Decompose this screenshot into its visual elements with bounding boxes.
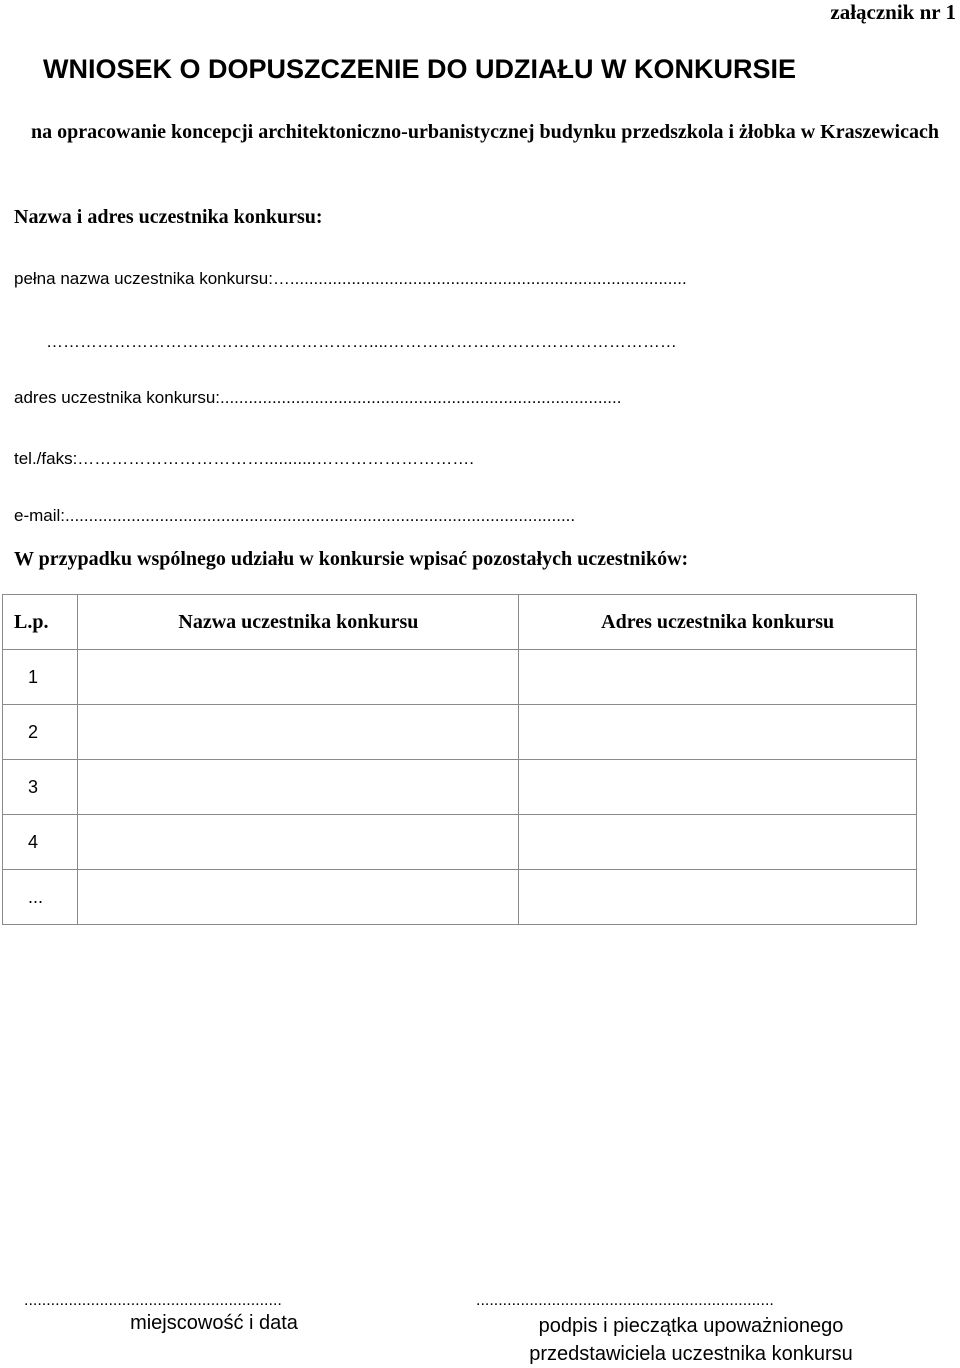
header-participant-address: Adres uczestnika konkursu [519,595,917,650]
participant-name-cell[interactable] [78,815,519,870]
table-row [3,705,917,760]
participant-address-cell[interactable] [519,815,917,870]
row-number: 3 [3,760,78,815]
header-lp: L.p. [3,595,78,650]
full-name-continuation-field[interactable]: …………………………………………………....…………………………………………… [46,332,677,351]
document-subtitle: na opracowanie koncepcji architektoniczno-urbanistycznej budynku przedszkola i żłobka w Kraszewicach [31,121,939,143]
annex-label: załącznik nr 1 [830,0,956,24]
participant-name-cell[interactable] [78,760,519,815]
address-field[interactable]: adres uczestnika konkursu:..................................................................................... [14,388,622,407]
table-row [3,650,917,705]
table-header-row [3,595,917,650]
table-row [3,870,917,925]
header-participant-name: Nazwa uczestnika konkursu [78,595,519,650]
participant-address-cell[interactable] [519,760,917,815]
participant-address-cell[interactable] [519,870,917,925]
row-number: 2 [3,705,78,760]
participants-table [2,594,917,925]
participant-section-heading: Nazwa i adres uczestnika konkursu: [14,206,323,228]
full-name-field[interactable]: pełna nazwa uczestnika konkursu:….................................................................................... [14,269,687,288]
row-number: 4 [3,815,78,870]
row-number: 1 [3,650,78,705]
table-row [3,815,917,870]
participant-address-cell[interactable] [519,705,917,760]
signature-label: podpis i pieczątka upoważnionego przedstawiciela uczestnika konkursu [529,1315,853,1365]
email-field[interactable]: e-mail:............................................................................................................ [14,506,576,525]
participant-name-cell[interactable] [78,705,519,760]
document-title: WNIOSEK O DOPUSZCZENIE DO UDZIAŁU W KONKURSIE [43,54,797,84]
joint-participation-instruction: W przypadku wspólnego udziału w konkursie wpisać pozostałych uczestników: [14,548,689,570]
phone-fax-field[interactable]: tel./faks:……………………………...........………………………. [14,449,474,468]
row-number: ... [3,870,78,925]
participant-address-cell[interactable] [519,650,917,705]
participant-name-cell[interactable] [78,870,519,925]
participant-name-cell[interactable] [78,650,519,705]
place-date-line[interactable]: .......................................................... [24,1292,282,1309]
place-date-label: miejscowość i data [130,1312,298,1334]
signature-line[interactable]: ................................................................... [476,1292,774,1309]
table-row [3,760,917,815]
